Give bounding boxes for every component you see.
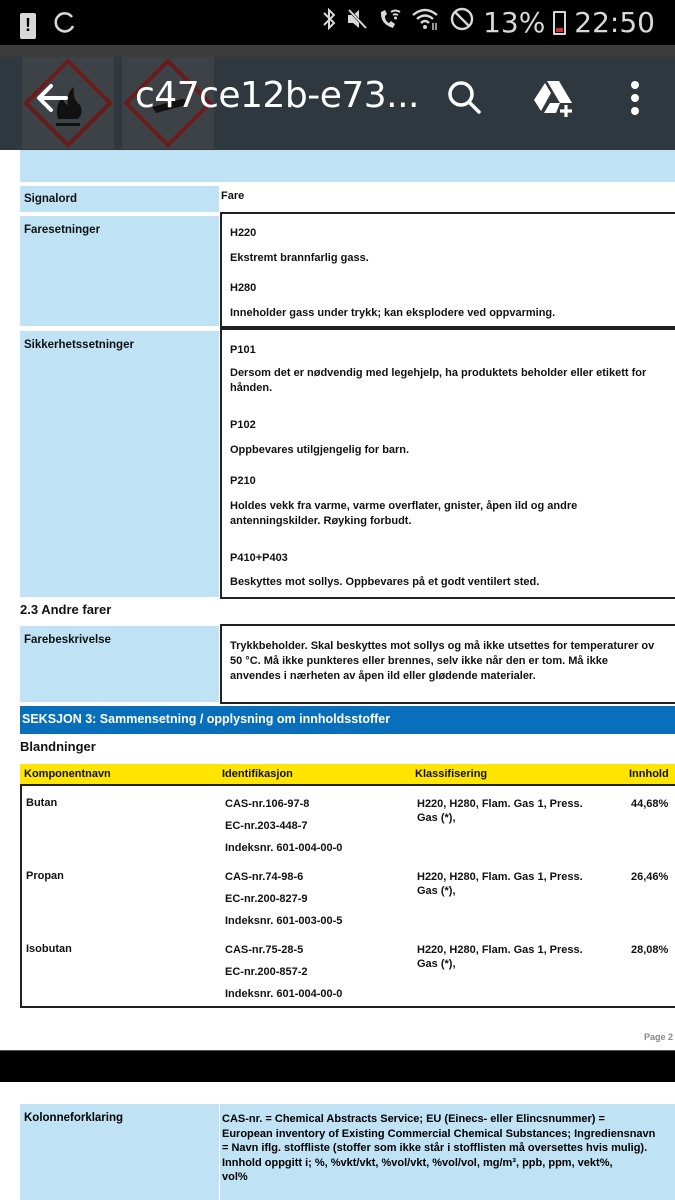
page-separator [0,1050,675,1082]
kolonneforklaring-line: = Navn iflg. stoffliste (stoffer som ikke står i stofflisten må oversettes hvis mulig). [222,1142,648,1154]
battery-icon [553,11,566,35]
kolonneforklaring-label: Kolonneforklaring [20,1104,219,1200]
farebeskrivelse-text: anvendes i nærheten av åpen ild eller glødende materialer. [230,670,536,682]
column-header: Innhold [629,768,669,780]
precaution-text: Dersom det er nødvendig med legehjelp, ha produktets beholder eller etikett for [230,367,647,379]
precaution-code: P102 [230,419,256,431]
component-id: Indeksnr. 601-004-00-0 [225,988,343,1000]
section-3-title: SEKSJON 3: Sammensetning / opplysning om innholdsstoffer [20,706,675,734]
components-table [20,784,675,1008]
sikkerhetssetninger-box [220,328,675,599]
kolonneforklaring-line: vol% [222,1171,248,1183]
component-id: EC-nr.200-857-2 [225,966,308,978]
document-page[interactable] [0,150,675,1050]
component-name: Isobutan [26,943,72,955]
status-bar [0,0,675,45]
faresetninger-box [220,212,675,328]
precaution-text: antenningskilder. Røyking forbudt. [230,515,412,527]
component-classification: H220, H280, Flam. Gas 1, Press. [417,798,583,810]
component-id: CAS-nr.75-28-5 [225,944,304,956]
component-id: CAS-nr.74-98-6 [225,871,304,883]
component-id: Indeksnr. 601-004-00-0 [225,842,343,854]
hazard-text: Ekstremt brannfarlig gass. [230,252,369,264]
component-classification: Gas (*), [417,812,456,824]
search-icon [442,75,488,121]
search-button[interactable] [442,75,488,121]
app-bar [0,45,675,150]
more-vert-icon [612,75,658,121]
component-classification: H220, H280, Flam. Gas 1, Press. [417,871,583,883]
more-options-button[interactable] [612,75,658,121]
component-content: 44,68% [631,798,669,810]
component-classification: Gas (*), [417,885,456,897]
hazard-code: H220 [230,227,257,239]
component-content: 26,46% [631,871,669,883]
signalord-label: Signalord [20,186,219,212]
component-id: EC-nr.203-448-7 [225,820,308,832]
mute-icon [345,6,369,39]
document-page-next[interactable] [0,1082,675,1200]
hazard-code: H280 [230,282,257,294]
component-id: Indeksnr. 601-003-00-5 [225,915,343,927]
hazard-text: Inneholder gass under trykk; kan eksplodere ved oppvarming. [230,307,556,319]
precaution-text: Beskyttes mot sollys. Oppbevares på et godt ventilert sted. [230,576,540,588]
precaution-code: P101 [230,344,256,356]
farebeskrivelse-text: 50 °C. Må ikke punkteres eller brennes, selv ikke når den er tom. Må ikke [230,655,608,667]
component-id: EC-nr.200-827-9 [225,893,308,905]
farebeskrivelse-label: Farebeskrivelse [20,626,219,702]
back-button[interactable] [30,75,76,121]
sikkerhetssetninger-label: Sikkerhetssetninger [20,331,219,597]
blandninger-heading: Blandninger [20,739,96,754]
bluetooth-icon [321,6,337,39]
clock: 22:50 [574,6,655,39]
kolonneforklaring-line: Innhold oppgitt i; %, %vkt/vkt, %vol/vkt, %vol/vol, mg/m³, ppb, ppm, vekt%, [222,1156,613,1169]
kolonneforklaring-text [220,1104,675,1200]
arrow-left-icon [30,75,76,121]
sync-icon [52,9,78,43]
precaution-code: P410+P403 [230,552,288,564]
andre-farer-heading: 2.3 Andre farer [20,602,112,617]
components-table-header [20,764,675,784]
header-band [20,150,675,182]
precaution-text: Oppbevares utilgjengelig for barn. [230,444,410,456]
wifi-icon [411,6,441,39]
kolonneforklaring-line: European inventory of Existing Commercial Chemical Substances; Ingrediensnavn [222,1127,656,1140]
column-header: Klassifisering [415,768,488,780]
page-number: Page 2 [643,1032,673,1042]
precaution-code: P210 [230,475,256,487]
precaution-text: Holdes vekk fra varme, varme overflater, gnister, åpen ild og andre [230,500,578,512]
faresetninger-label: Faresetninger [20,216,219,326]
component-content: 28,08% [631,944,669,956]
farebeskrivelse-box [220,624,675,704]
signalord-value: Fare [221,190,245,202]
wifi-calling-icon [377,6,403,39]
document-title: c47ce12b-e73... [135,75,419,116]
component-classification: H220, H280, Flam. Gas 1, Press. [417,944,583,956]
component-name: Propan [26,870,64,882]
do-not-disturb-icon [449,6,475,39]
component-name: Butan [26,797,58,809]
battery-alert-icon [20,13,36,39]
drive-add-icon [530,75,576,121]
column-header: Identifikasjon [222,768,293,780]
add-to-drive-button[interactable] [530,75,576,121]
farebeskrivelse-text: Trykkbeholder. Skal beskyttes mot sollys og må ikke utsettes for temperaturer ov [230,640,655,652]
component-id: CAS-nr.106-97-8 [225,798,310,810]
component-classification: Gas (*), [417,958,456,970]
kolonneforklaring-line: CAS-nr. = Chemical Abstracts Service; EU (Einecs- eller Elincsnummer) = [222,1113,605,1125]
battery-percent: 13% [483,6,546,39]
column-header: Komponentnavn [24,768,111,780]
precaution-text: hånden. [230,382,273,394]
